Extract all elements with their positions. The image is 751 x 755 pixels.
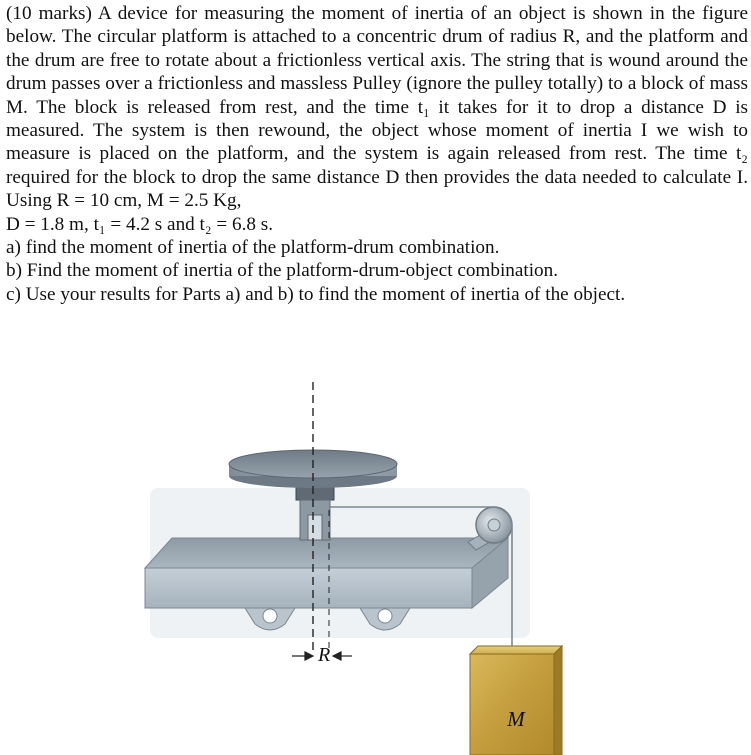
table-top xyxy=(145,538,508,568)
mass-block xyxy=(470,646,562,755)
problem-values: D = 1.8 m, t₁ = 4.2 s and t₂ = 6.8 s. xyxy=(6,213,274,235)
part-a: a) find the moment of inertia of the platform-drum combination. xyxy=(6,237,500,259)
part-c: c) Use your results for Parts a) and b) to find the moment of inertia of the object. xyxy=(6,283,626,305)
mass-label: M xyxy=(507,707,525,731)
table-front xyxy=(145,568,472,608)
problem-intro: (10 marks) A device for measuring the moment of inertia of an object is shown in the figure below. The circular platform is attached to a concentric drum of radius R, and the platform and the drum are free to rotate about a frictionless vertical axis. The string that is wound around the drum passes over a frictionless and massless Pulley (ignore the pulley totally) to a block of mass M. The block is released from rest, and the time t₁ it takes for it to drop a distance D is measured. The system is then rewound, the object whose moment of inertia I we wish to measure is placed on the platform, and the system is again released from rest. The time t₂ required for the block to drop the same distance D then provides the data needed to calculate I. Using R = 10 cm, M = 2.5 Kg, xyxy=(6,3,748,212)
part-b: b) Find the moment of inertia of the platform-drum-object combination. xyxy=(6,260,559,282)
shaft-slot xyxy=(308,515,322,540)
apparatus-drawing xyxy=(0,360,751,755)
apparatus-figure xyxy=(0,360,751,755)
pulley-axle xyxy=(488,519,500,531)
problem-text xyxy=(6,2,748,306)
radius-label: R xyxy=(318,644,331,666)
